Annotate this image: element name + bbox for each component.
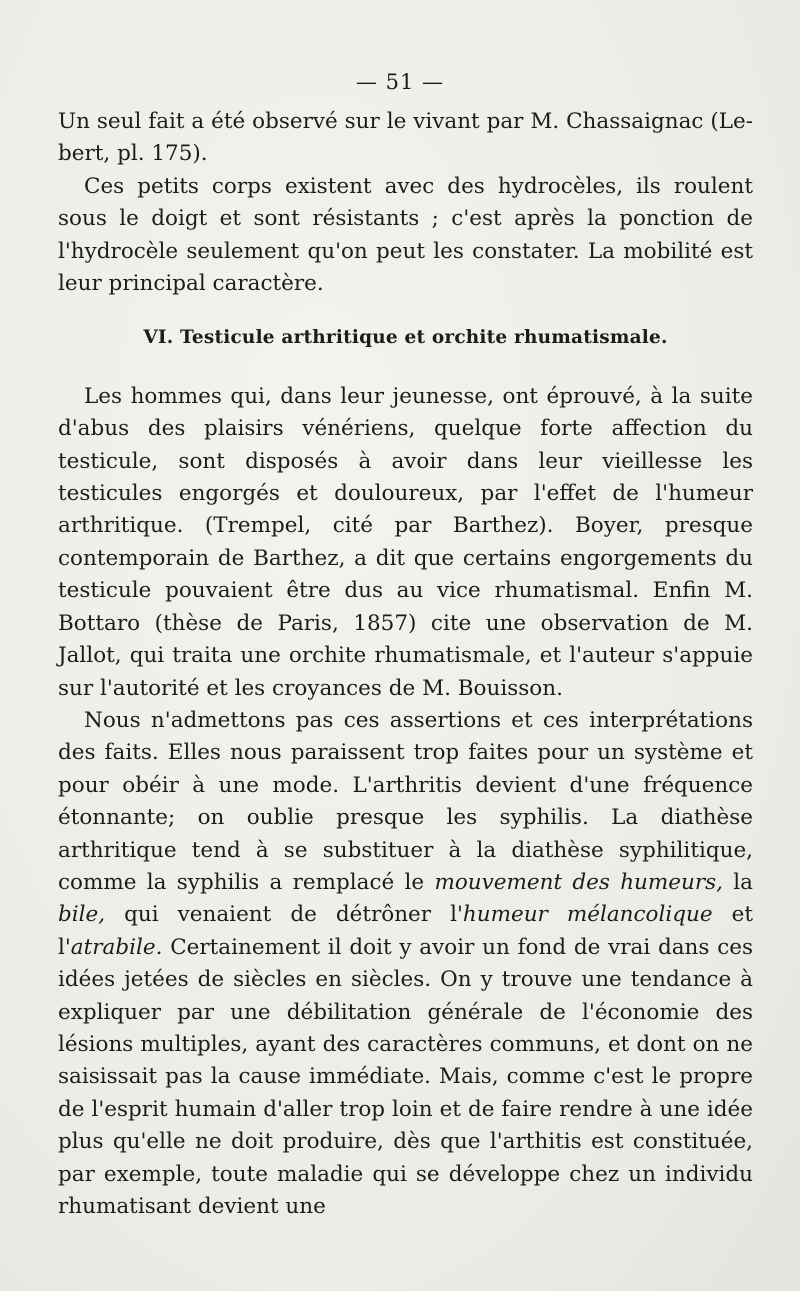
text-run: Nous n'admettons pas ces assertions et ces interprétations des faits. Elles nous paraissent trop faites pour un système et pour obéir à une mode. L'arthritis devient d'une fréquence étonnante; on oublie presque les syphilis. La diathèse arthritique tend à se substituer à la diathèse syphilitique, comme la syphilis a remplacé le: [58, 707, 753, 895]
paragraph-p2: [58, 171, 753, 301]
paragraph-p1: [58, 106, 753, 171]
paragraph-group-after-heading: [58, 381, 753, 1224]
text-run: la: [723, 869, 753, 895]
paragraph-group-before-heading: [58, 106, 753, 300]
italic-text: humeur mélancolique: [462, 902, 713, 928]
page-number: — 51 —: [355, 70, 445, 94]
italic-text: bile,: [58, 902, 106, 928]
text-run: Ces petits corps existent avec des hydrocèles, ils roulent sous le doigt et sont résistants ; c'est après la ponction de l'hydrocèle seulement qu'on peut les constater. La mobilité est leur principal caractère.: [58, 173, 753, 297]
text-run: Les hommes qui, dans leur jeunesse, ont éprouvé, à la suite d'abus des plaisirs vénériens, quelque forte affection du testicule, sont disposés à avoir dans leur vieillesse les testicules engorgés et douloureux, par l'effet de l'humeur arthritique. (Trempel, cité par Barthez). Boyer, presque contemporain de Barthez, a dit que certains engorgements du testicule pouvaient être dus au vice rhumatismal. Enfin M. Bottaro (thèse de Paris, 1857) cite une observation de M. Jallot, qui traita une orchite rhumatismale, et l'auteur s'appuie sur l'autorité et les croyances de M. Bouisson.: [58, 383, 753, 701]
body-text: [58, 106, 753, 1223]
text-run: qui venaient de détrôner l': [105, 902, 463, 928]
paragraph-p3: [58, 381, 753, 705]
italic-text: mouvement des humeurs,: [434, 869, 723, 895]
text-run: Certainement il doit y avoir un fond de vrai dans ces idées jetées de siècles en siècles. On y trouve une tendance à expliquer par une débilitation générale de l'économie des lésions multiples, ayant des caractères communs, et dont on ne saisissait pas la cause immédiate. Mais, comme c'est le propre de l'esprit humain d'aller trop loin et de faire rendre à une idée plus qu'elle ne doit produire, dès que l'arthitis est constituée, par exemple, toute maladie qui se développe chez un individu rhumatisant devient une: [58, 934, 753, 1219]
text-run: Un seul fait a été observé sur le vivant par M. Chassaignac (Le-bert, pl. 175).: [58, 109, 753, 167]
section-heading: VI. Testicule arthritique et orchite rhumatismale.: [143, 327, 668, 349]
paragraph-p4: [58, 705, 753, 1224]
text-run: et l': [58, 902, 754, 960]
italic-text: atrabile.: [70, 934, 163, 960]
